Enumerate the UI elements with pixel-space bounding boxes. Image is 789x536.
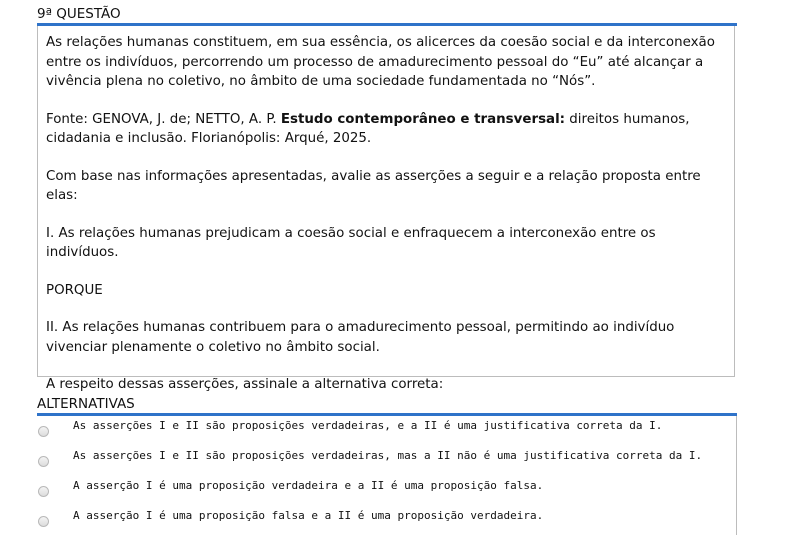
alternative-text-4[interactable]: A asserção I é uma proposição falsa e a II é uma proposição verdadeira. bbox=[73, 509, 544, 522]
assertion-2: II. As relações humanas contribuem para o amadurecimento pessoal, permitindo ao indivíduo vivenciar plenamente o coletivo no âmbito social. bbox=[46, 320, 675, 355]
radio-button-3[interactable] bbox=[38, 486, 49, 497]
alternatives-title: ALTERNATIVAS bbox=[37, 396, 135, 412]
source-title: Estudo contemporâneo e transversal: bbox=[280, 111, 566, 127]
radio-button-2[interactable] bbox=[38, 456, 49, 467]
question-paragraph: As relações humanas constituem, em sua essência, os alicerces da coesão social e da interconexão entre os indivíduos, percorrendo um processo de amadurecimento pessoal do “Eu” até alcançar a vivência plena no coletivo, no âmbito de uma sociedade fundamentada no “Nós”. bbox=[46, 35, 715, 89]
alternative-option-4[interactable] bbox=[37, 506, 737, 536]
radio-button-1[interactable] bbox=[38, 426, 49, 437]
source-suffix: direitos humanos, cidadania e inclusão. Florianópolis: Arqué, 2025. bbox=[46, 111, 690, 146]
alternative-option-3[interactable] bbox=[37, 476, 737, 506]
question-source bbox=[46, 110, 726, 149]
question-box bbox=[37, 26, 735, 392]
question-header bbox=[37, 6, 737, 26]
alternative-option-1[interactable] bbox=[37, 416, 737, 446]
alternatives-list bbox=[37, 416, 737, 536]
alternative-option-2[interactable] bbox=[37, 446, 737, 476]
alternatives-header bbox=[37, 396, 737, 416]
alternative-text-1[interactable]: As asserções I e II são proposições verdadeiras, e a II é uma justificativa correta da I. bbox=[73, 419, 663, 432]
source-prefix: Fonte: GENOVA, J. de; NETTO, A. P. bbox=[46, 111, 281, 127]
assertion-1: I. As relações humanas prejudicam a coesão social e enfraquecem a interconexão entre os indivíduos. bbox=[46, 225, 656, 260]
question-prompt: A respeito dessas asserções, assinale a alternativa correta: bbox=[46, 377, 444, 392]
alternatives-border bbox=[736, 416, 737, 535]
radio-button-4[interactable] bbox=[38, 516, 49, 527]
alternative-text-2[interactable]: As asserções I e II são proposições verdadeiras, mas a II não é uma justificativa correta da I. bbox=[73, 449, 703, 462]
porque-label: PORQUE bbox=[46, 282, 103, 298]
alternative-text-3[interactable]: A asserção I é uma proposição verdadeira e a II é uma proposição falsa. bbox=[73, 479, 544, 492]
question-title: 9ª QUESTÃO bbox=[37, 6, 121, 22]
question-instruction: Com base nas informações apresentadas, avalie as asserções a seguir e a relação proposta entre elas: bbox=[46, 168, 701, 203]
